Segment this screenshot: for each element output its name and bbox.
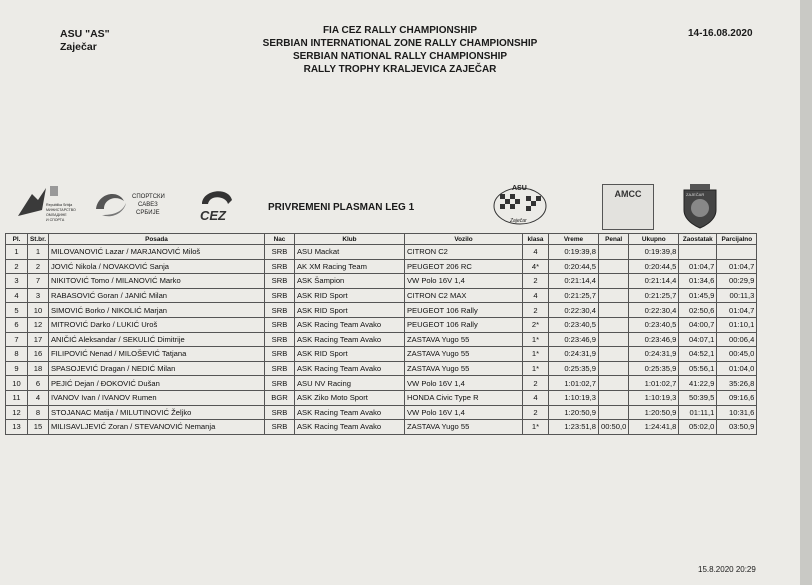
cell-penalty	[598, 274, 628, 289]
cell-class: 1*	[522, 361, 548, 376]
table-row	[6, 317, 757, 332]
championship-titles	[230, 24, 570, 76]
cell-position: 13	[6, 420, 28, 435]
header-penalty: Penal	[598, 234, 628, 245]
cell-start-number: 2	[28, 259, 49, 274]
cell-partial: 00:06,4	[717, 332, 757, 347]
cell-penalty	[598, 317, 628, 332]
cell-nationality: SRB	[264, 361, 294, 376]
ministry-emblem-icon	[12, 180, 92, 224]
cell-start-number: 7	[28, 274, 49, 289]
cell-crew: ANIČIĆ Aleksandar / SEKULIĆ Dimitrije	[48, 332, 264, 347]
ministry-text-1: Republika Srbija	[46, 203, 73, 207]
sport-savez-swoosh-icon	[92, 185, 182, 223]
title-line-1: FIA CEZ RALLY CHAMPIONSHIP	[322, 25, 478, 36]
cell-time: 0:21:14,4	[548, 274, 598, 289]
event-date: 14-16.08.2020	[688, 28, 753, 39]
cell-position: 3	[6, 274, 28, 289]
cell-crew: RABASOVIĆ Goran / JANIĆ Milan	[48, 288, 264, 303]
ministry-text-4: И СПОРТА	[46, 218, 65, 222]
cell-vehicle: ZASTAVA Yugo 55	[404, 347, 522, 362]
header-pl: Pl.	[6, 234, 28, 245]
cell-class: 4	[522, 390, 548, 405]
sport-savez-text-1: СПОРТСКИ	[132, 194, 165, 200]
cell-penalty	[598, 405, 628, 420]
asu-checkered-flag-icon	[488, 180, 552, 228]
cell-penalty	[598, 347, 628, 362]
cell-club: ASU Mackat	[294, 245, 404, 260]
cell-start-number: 17	[28, 332, 49, 347]
cell-start-number: 3	[28, 288, 49, 303]
cell-start-number: 18	[28, 361, 49, 376]
header-crew: Posada	[48, 234, 264, 245]
cell-total: 1:24:41,8	[629, 420, 679, 435]
cell-club: ASK Racing Team Avako	[294, 361, 404, 376]
cell-gap: 41:22,9	[679, 376, 717, 391]
zajecar-crest-logo	[678, 182, 722, 232]
cell-position: 1	[6, 245, 28, 260]
cell-time: 0:23:40,5	[548, 317, 598, 332]
results-table	[5, 233, 757, 435]
background-edge	[800, 0, 812, 585]
title-line-3: SERBIAN NATIONAL RALLY CHAMPIONSHIP	[292, 51, 508, 62]
cell-crew: SPASOJEVIĆ Dragan / NEDIĆ Milan	[48, 361, 264, 376]
amcc-wordmark: AMCC	[614, 189, 642, 199]
table-row	[6, 245, 757, 260]
cell-time: 1:20:50,9	[548, 405, 598, 420]
cell-gap: 04:00,7	[679, 317, 717, 332]
cell-class: 2*	[522, 317, 548, 332]
table-row	[6, 303, 757, 318]
header-start-number: St.br.	[28, 234, 49, 245]
cell-club: ASK RID Sport	[294, 288, 404, 303]
cell-time: 0:24:31,9	[548, 347, 598, 362]
cell-crew: MILOVANOVIĆ Lazar / MARJANOVIĆ Miloš	[48, 245, 264, 260]
cell-club: ASK Racing Team Avako	[294, 317, 404, 332]
cell-class: 1*	[522, 332, 548, 347]
cell-partial: 01:10,1	[717, 317, 757, 332]
asu-city: Zaječar	[510, 218, 527, 224]
cell-partial: 35:26,8	[717, 376, 757, 391]
cell-club: ASK Racing Team Avako	[294, 420, 404, 435]
cell-crew: IVANOV Ivan / IVANOV Rumen	[48, 390, 264, 405]
crest-shield-icon	[678, 182, 722, 232]
cell-total: 0:22:30,4	[629, 303, 679, 318]
cell-nationality: SRB	[264, 303, 294, 318]
cell-total: 1:20:50,9	[629, 405, 679, 420]
cell-total: 1:10:19,3	[629, 390, 679, 405]
cell-vehicle: VW Polo 16V 1,4	[404, 274, 522, 289]
cell-total: 0:23:40,5	[629, 317, 679, 332]
cell-club: ASK Šampion	[294, 274, 404, 289]
cell-penalty: 00:50,0	[598, 420, 628, 435]
cell-total: 0:25:35,9	[629, 361, 679, 376]
cell-crew: NIKITOVIĆ Tomo / MILANOVIĆ Marko	[48, 274, 264, 289]
cell-partial: 09:16,6	[717, 390, 757, 405]
cell-penalty	[598, 390, 628, 405]
cell-gap: 01:34,6	[679, 274, 717, 289]
cell-nationality: SRB	[264, 317, 294, 332]
cell-nationality: SRB	[264, 332, 294, 347]
cell-class: 4	[522, 288, 548, 303]
cell-total: 0:23:46,9	[629, 332, 679, 347]
title-line-2: SERBIAN INTERNATIONAL ZONE RALLY CHAMPIONSHIP	[262, 38, 538, 49]
header-gap: Zaostatak	[679, 234, 717, 245]
cell-position: 2	[6, 259, 28, 274]
cell-position: 5	[6, 303, 28, 318]
cell-class: 4*	[522, 259, 548, 274]
cell-vehicle: VW Polo 16V 1,4	[404, 405, 522, 420]
table-header-row	[6, 234, 757, 245]
ministry-text-2: МИНИСТАРСТВО	[46, 208, 76, 212]
cell-class: 2	[522, 274, 548, 289]
cell-vehicle: ZASTAVA Yugo 55	[404, 420, 522, 435]
cell-time: 0:25:35,9	[548, 361, 598, 376]
cell-time: 1:01:02,7	[548, 376, 598, 391]
table-row	[6, 347, 757, 362]
cell-partial: 03:50,9	[717, 420, 757, 435]
cell-club: ASK RID Sport	[294, 303, 404, 318]
cell-vehicle: PEUGEOT 106 Rally	[404, 303, 522, 318]
table-row	[6, 259, 757, 274]
cell-penalty	[598, 259, 628, 274]
cell-crew: MILISAVLJEVIĆ Zoran / STEVANOVIĆ Nemanja	[48, 420, 264, 435]
cell-total: 0:19:39,8	[629, 245, 679, 260]
cell-nationality: SRB	[264, 405, 294, 420]
cell-club: AK XM Racing Team	[294, 259, 404, 274]
cez-wordmark: CEZ	[200, 208, 226, 223]
cell-penalty	[598, 303, 628, 318]
print-timestamp: 15.8.2020 20:29	[698, 565, 756, 574]
table-row	[6, 420, 757, 435]
sport-savez-text-2: САВЕЗ	[138, 202, 158, 208]
cell-total: 0:21:14,4	[629, 274, 679, 289]
cell-class: 1*	[522, 420, 548, 435]
cell-position: 9	[6, 361, 28, 376]
cell-gap	[679, 245, 717, 260]
cell-crew: JOVIĆ Nikola / NOVAKOVIĆ Sanja	[48, 259, 264, 274]
header-total: Ukupno	[629, 234, 679, 245]
cell-time: 0:22:30,4	[548, 303, 598, 318]
cell-club: ASK Racing Team Avako	[294, 405, 404, 420]
cell-partial: 01:04,7	[717, 259, 757, 274]
cell-position: 7	[6, 332, 28, 347]
cell-vehicle: VW Polo 16V 1,4	[404, 376, 522, 391]
header-club: Klub	[294, 234, 404, 245]
cell-start-number: 15	[28, 420, 49, 435]
cell-nationality: SRB	[264, 259, 294, 274]
cell-gap: 01:45,9	[679, 288, 717, 303]
table-row	[6, 405, 757, 420]
cell-partial: 00:45,0	[717, 347, 757, 362]
cell-time: 1:10:19,3	[548, 390, 598, 405]
cell-nationality: BGR	[264, 390, 294, 405]
cell-class: 4	[522, 245, 548, 260]
header-nationality: Nac	[264, 234, 294, 245]
cell-club: ASK Racing Team Avako	[294, 332, 404, 347]
cez-logo	[188, 182, 246, 224]
cell-gap: 04:07,1	[679, 332, 717, 347]
cell-position: 6	[6, 317, 28, 332]
cell-time: 1:23:51,8	[548, 420, 598, 435]
cell-gap: 05:02,0	[679, 420, 717, 435]
cell-crew: PEJIĆ Dejan / ĐOKOVIĆ Dušan	[48, 376, 264, 391]
table-row	[6, 390, 757, 405]
table-row	[6, 332, 757, 347]
cell-crew: STOJANAC Matija / MILUTINOVIĆ Željko	[48, 405, 264, 420]
cell-vehicle: CITRON C2	[404, 245, 522, 260]
organizer-name: ASU "AS"	[60, 28, 110, 40]
cell-class: 2	[522, 376, 548, 391]
cell-penalty	[598, 332, 628, 347]
amcc-logo	[602, 184, 654, 230]
cell-position: 10	[6, 376, 28, 391]
cell-nationality: SRB	[264, 420, 294, 435]
cell-vehicle: CITRON C2 MAX	[404, 288, 522, 303]
table-row	[6, 361, 757, 376]
header-class: klasa	[522, 234, 548, 245]
header-vehicle: Vozilo	[404, 234, 522, 245]
cell-time: 0:19:39,8	[548, 245, 598, 260]
cell-position: 12	[6, 405, 28, 420]
cell-start-number: 6	[28, 376, 49, 391]
cell-gap: 01:04,7	[679, 259, 717, 274]
cell-partial: 00:11,3	[717, 288, 757, 303]
cell-penalty	[598, 376, 628, 391]
organizer	[60, 28, 110, 54]
cell-class: 2	[522, 405, 548, 420]
cell-gap: 05:56,1	[679, 361, 717, 376]
cell-crew: SIMOVIĆ Borko / NIKOLIĆ Marjan	[48, 303, 264, 318]
cell-position: 4	[6, 288, 28, 303]
cell-nationality: SRB	[264, 274, 294, 289]
cell-start-number: 12	[28, 317, 49, 332]
cell-crew: MITROVIĆ Darko / LUKIĆ Uroš	[48, 317, 264, 332]
cell-time: 0:21:25,7	[548, 288, 598, 303]
cell-start-number: 16	[28, 347, 49, 362]
cell-nationality: SRB	[264, 376, 294, 391]
cell-nationality: SRB	[264, 245, 294, 260]
ministry-text-3: ОМЛАДИНЕ	[46, 213, 67, 217]
cell-total: 0:20:44,5	[629, 259, 679, 274]
cell-partial: 10:31,6	[717, 405, 757, 420]
organizer-city: Zaječar	[60, 41, 97, 53]
cell-class: 1*	[522, 347, 548, 362]
cell-nationality: SRB	[264, 347, 294, 362]
cell-total: 0:21:25,7	[629, 288, 679, 303]
cell-club: ASK RID Sport	[294, 347, 404, 362]
table-row	[6, 376, 757, 391]
crest-text: ZAJEČAR	[686, 192, 705, 197]
cell-gap: 50:39,5	[679, 390, 717, 405]
cell-vehicle: PEUGEOT 206 RC	[404, 259, 522, 274]
cell-partial: 01:04,7	[717, 303, 757, 318]
cell-time: 0:23:46,9	[548, 332, 598, 347]
cell-position: 11	[6, 390, 28, 405]
cell-club: ASK Ziko Moto Sport	[294, 390, 404, 405]
cell-crew: FILIPOVIĆ Nenad / MILOŠEVIĆ Tatjana	[48, 347, 264, 362]
cell-class: 2	[522, 303, 548, 318]
cell-nationality: SRB	[264, 288, 294, 303]
header-partial: Parcijalno	[717, 234, 757, 245]
cell-partial: 00:29,9	[717, 274, 757, 289]
table-row	[6, 288, 757, 303]
cell-start-number: 10	[28, 303, 49, 318]
asu-logo	[488, 180, 552, 228]
cell-partial	[717, 245, 757, 260]
cell-position: 8	[6, 347, 28, 362]
cell-vehicle: PEUGEOT 106 Rally	[404, 317, 522, 332]
header-time: Vreme	[548, 234, 598, 245]
cell-start-number: 1	[28, 245, 49, 260]
cell-gap: 01:11,1	[679, 405, 717, 420]
cell-start-number: 4	[28, 390, 49, 405]
title-line-4: RALLY TROPHY KRALJEVICA ZAJEČAR	[303, 64, 497, 75]
cell-partial: 01:04,0	[717, 361, 757, 376]
cell-gap: 04:52,1	[679, 347, 717, 362]
cell-penalty	[598, 245, 628, 260]
cell-total: 0:24:31,9	[629, 347, 679, 362]
cell-club: ASU NV Racing	[294, 376, 404, 391]
ministry-logo	[12, 180, 92, 224]
table-row	[6, 274, 757, 289]
cez-helmet-icon	[188, 182, 246, 224]
cell-vehicle: ZASTAVA Yugo 55	[404, 361, 522, 376]
cell-vehicle: ZASTAVA Yugo 55	[404, 332, 522, 347]
cell-start-number: 8	[28, 405, 49, 420]
cell-penalty	[598, 361, 628, 376]
cell-time: 0:20:44,5	[548, 259, 598, 274]
sport-savez-logo	[92, 185, 182, 223]
sport-savez-text-3: СРБИЈЕ	[136, 210, 160, 216]
cell-total: 1:01:02,7	[629, 376, 679, 391]
document-title: PRIVREMENI PLASMAN LEG 1	[268, 202, 415, 213]
asu-wordmark: ASU	[512, 185, 527, 192]
cell-gap: 02:50,6	[679, 303, 717, 318]
cell-penalty	[598, 288, 628, 303]
cell-vehicle: HONDA Civic Type R	[404, 390, 522, 405]
